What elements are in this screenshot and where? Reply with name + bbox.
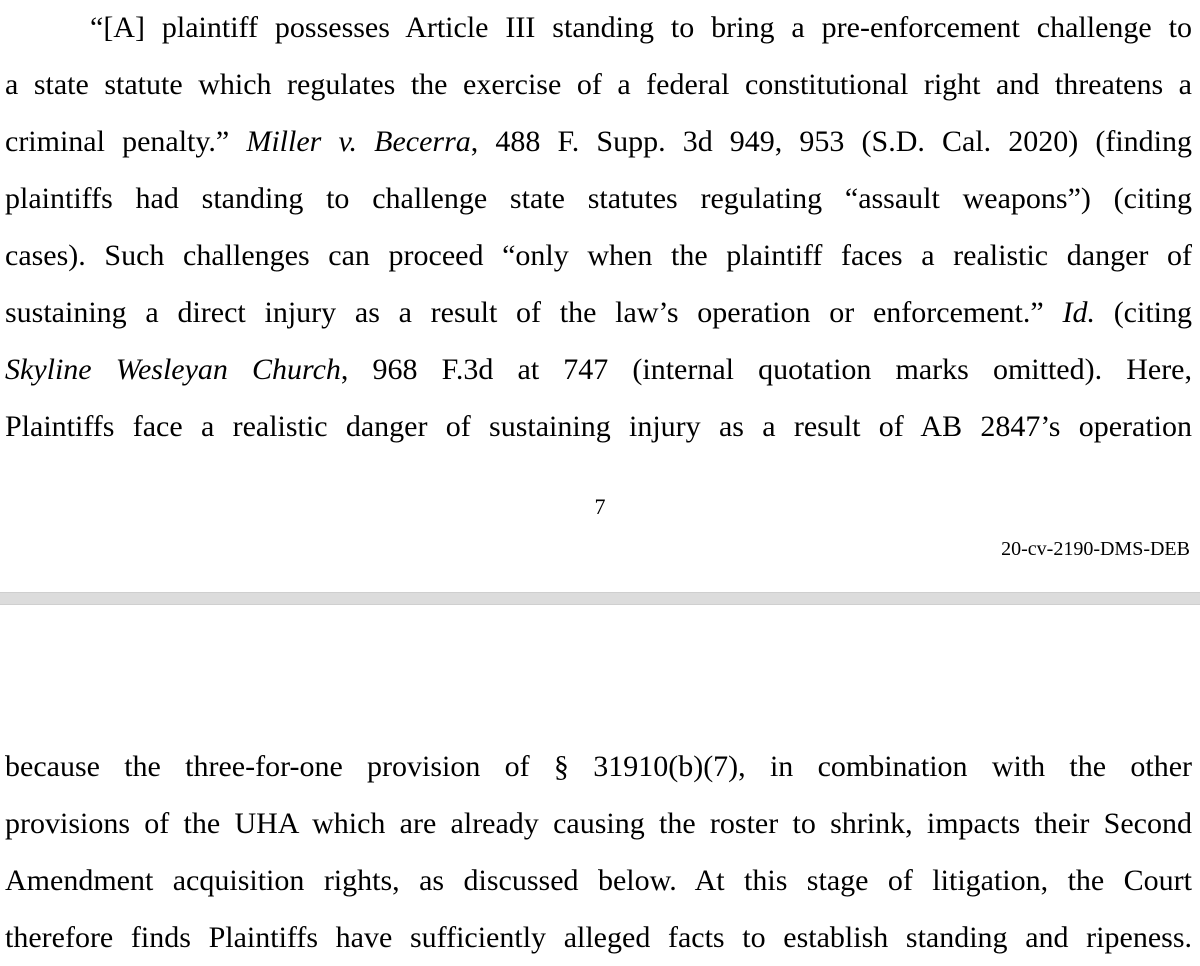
text-run: criminal penalty.” — [5, 125, 247, 158]
text-line — [5, 65, 1192, 105]
text-line — [5, 179, 1192, 219]
page-8 — [0, 605, 1200, 966]
case-citation: Miller v. Becerra — [246, 125, 471, 158]
text-run: , 968 F.3d at 747 (internal quotation marks omitted). Here, — [340, 353, 1192, 386]
text-line — [5, 407, 1192, 447]
page-number: 7 — [594, 494, 606, 519]
text-run: provisions of the UHA which are already causing the roster to shrink, impacts their Second — [5, 807, 1192, 840]
text-run: because the three-for-one provision of § 31910(b)(7), in combination with the other — [5, 750, 1192, 783]
text-line — [5, 918, 1192, 958]
text-run: cases). Such challenges can proceed “only when the plaintiff faces a realistic danger of — [5, 239, 1192, 272]
text-run: (citing — [1094, 296, 1193, 329]
text-line — [5, 236, 1192, 276]
text-line — [90, 8, 1192, 48]
text-run: therefore finds Plaintiffs have sufficiently alleged facts to establish standing and ripeness. — [5, 921, 1192, 954]
text-line — [5, 804, 1192, 844]
text-run: a state statute which regulates the exercise of a federal constitutional right and threatens a — [5, 68, 1192, 101]
case-number-footer: 20-cv-2190-DMS-DEB — [1001, 538, 1190, 560]
text-run: sustaining a direct injury as a result of the law’s operation or enforcement.” — [5, 296, 1063, 329]
text-line — [5, 350, 1192, 390]
case-citation: Skyline Wesleyan Church — [5, 353, 341, 386]
id-citation: Id. — [1062, 296, 1095, 329]
text-line — [5, 861, 1192, 901]
text-run: plaintiffs had standing to challenge state statutes regulating “assault weapons”) (citing — [5, 182, 1192, 215]
text-run: , 488 F. Supp. 3d 949, 953 (S.D. Cal. 2020) (finding — [470, 125, 1192, 158]
page-separator — [0, 592, 1200, 605]
text-line — [5, 747, 1192, 787]
text-line — [5, 293, 1192, 333]
text-run: Amendment acquisition rights, as discussed below. At this stage of litigation, the Court — [5, 864, 1192, 897]
text-run: Plaintiffs face a realistic danger of sustaining injury as a result of AB 2847’s operation — [5, 410, 1192, 443]
text-line — [5, 122, 1192, 162]
text-run: “[A] plaintiff possesses Article III standing to bring a pre-enforcement challenge to — [90, 11, 1192, 44]
